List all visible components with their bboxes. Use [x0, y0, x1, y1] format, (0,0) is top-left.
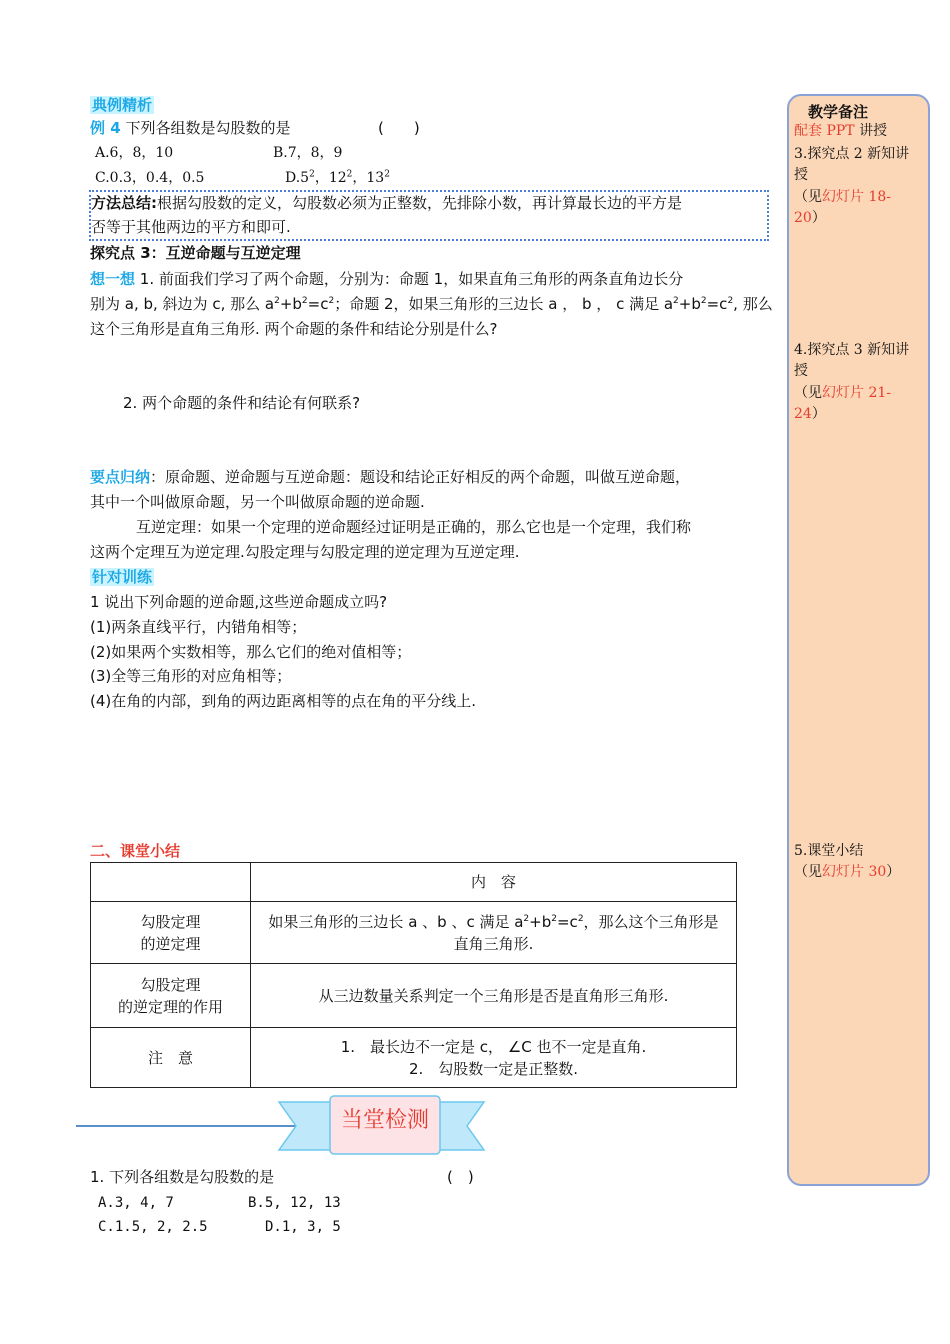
- example-option-b: B.7，8，9: [273, 145, 343, 161]
- think-q1-line2: 别为 a, b, 斜边为 c, 那么 $a^2+b^2=c^2$；命题 2，如果三角形的三边长 a ， b ， c 满足 $a^2+b^2=c^2$, 那么: [90, 295, 773, 313]
- sidebar-note5-slides: （见幻灯片 30）: [794, 864, 901, 880]
- think-q1-line1: 想一想 1. 前面我们学习了两个命题，分别为：命题 1，如果直角三角形的两条直角边长分: [90, 270, 684, 288]
- keypoints-line2: 其中一个叫做原命题，另一个叫做原命题的逆命题.: [90, 493, 425, 511]
- sidebar-note5-line1: 5.课堂小结: [794, 843, 864, 859]
- sidebar-note3-line1: 3.探究点 2 新知讲: [794, 146, 910, 162]
- training-item-3: (3)全等三角形的对应角相等；: [90, 667, 292, 685]
- method-summary-line2: 否等于其他两边的平方和即可.: [91, 218, 291, 236]
- summary-content-header: 内 容: [251, 863, 737, 902]
- keypoints-line4: 这两个定理互为逆定理.勾股定理与勾股定理的逆定理为互逆定理.: [90, 543, 520, 561]
- summary-corner-cell: [91, 863, 251, 902]
- summary-row2-head: 勾股定理 的逆定理的作用: [91, 964, 251, 1028]
- sidebar-note3-slides-end: 20）: [794, 210, 826, 226]
- summary-row3-body: 1. 最长边不一定是 c， ∠C 也不一定是直角. 2. 勾股数一定是正整数.: [251, 1028, 737, 1088]
- example-question: 例 4 下列各组数是勾股数的是: [90, 119, 291, 137]
- sidebar-ppt: 配套 PPT 讲授: [794, 123, 888, 139]
- think-q1-line3: 这个三角形是直角三角形. 两个命题的条件和结论分别是什么?: [90, 320, 498, 338]
- test-q1: 1. 下列各组数是勾股数的是: [90, 1168, 275, 1186]
- method-summary-line1: 方法总结:根据勾股数的定义，勾股数必须为正整数，先排除小数，再计算最长边的平方是: [91, 194, 683, 212]
- test-option-c: C.1.5, 2, 2.5: [98, 1219, 208, 1235]
- example-blank: ( ): [378, 119, 420, 137]
- test-q1-blank: ( ): [447, 1168, 474, 1186]
- summary-row2-body: 从三边数量关系判定一个三角形是否是直角形三角形.: [251, 964, 737, 1028]
- test-option-d: D.1, 3, 5: [265, 1219, 341, 1235]
- training-item-1: (1)两条直线平行，内错角相等；: [90, 618, 307, 636]
- training-item-4: (4)在角的内部，到角的两边距离相等的点在角的平分线上.: [90, 692, 477, 710]
- summary-row3-head: 注 意: [91, 1028, 251, 1088]
- example-header: 典例精析: [92, 96, 153, 114]
- sidebar-note4-line1: 4.探究点 3 新知讲: [794, 342, 910, 358]
- test-banner-title: 当堂检测: [340, 1108, 429, 1133]
- summary-row1-body: 如果三角形的三边长 a 、b 、c 满足 $a^2+b^2=c^2$，那么这个三角形是 直角三角形.: [251, 902, 737, 964]
- training-header: 针对训练: [92, 568, 153, 586]
- training-item-2: (2)如果两个实数相等，那么它们的绝对值相等；: [90, 643, 412, 661]
- sidebar-note4-slides-end: 24）: [794, 406, 826, 422]
- summary-row1-head: 勾股定理 的逆定理: [91, 902, 251, 964]
- think-q2: 2. 两个命题的条件和结论有何联系?: [123, 394, 361, 412]
- sidebar-note3-slides: （见幻灯片 18-: [794, 189, 891, 205]
- sidebar-note4-line2: 授: [794, 363, 808, 379]
- test-option-b: B.5, 12, 13: [248, 1195, 341, 1211]
- sidebar-title: 教学备注: [808, 103, 869, 121]
- example-option-c: C.0.3，0.4，0.5: [95, 170, 205, 186]
- training-intro: 1 说出下列命题的逆命题,这些逆命题成立吗?: [90, 593, 388, 611]
- section3-title: 探究点 3：互逆命题与互逆定理: [90, 244, 301, 262]
- example-option-a: A.6，8，10: [95, 145, 174, 161]
- summary-table: [90, 862, 737, 1088]
- summary-title: 二、课堂小结: [90, 842, 181, 860]
- sidebar-note4-slides: （见幻灯片 21-: [794, 385, 891, 401]
- test-option-a: A.3, 4, 7: [98, 1195, 174, 1211]
- teaching-notes-sidebar: [787, 94, 930, 1186]
- sidebar-note3-line2: 授: [794, 167, 808, 183]
- keypoints-line3: 互逆定理：如果一个定理的逆命题经过证明是正确的，那么它也是一个定理，我们称: [136, 518, 692, 536]
- example-option-d: $D.5^2$，$12^2$，$13^2$: [285, 169, 390, 186]
- keypoints-line1: 要点归纳：原命题、逆命题与互逆命题：题设和结论正好相反的两个命题，叫做互逆命题，: [90, 468, 691, 486]
